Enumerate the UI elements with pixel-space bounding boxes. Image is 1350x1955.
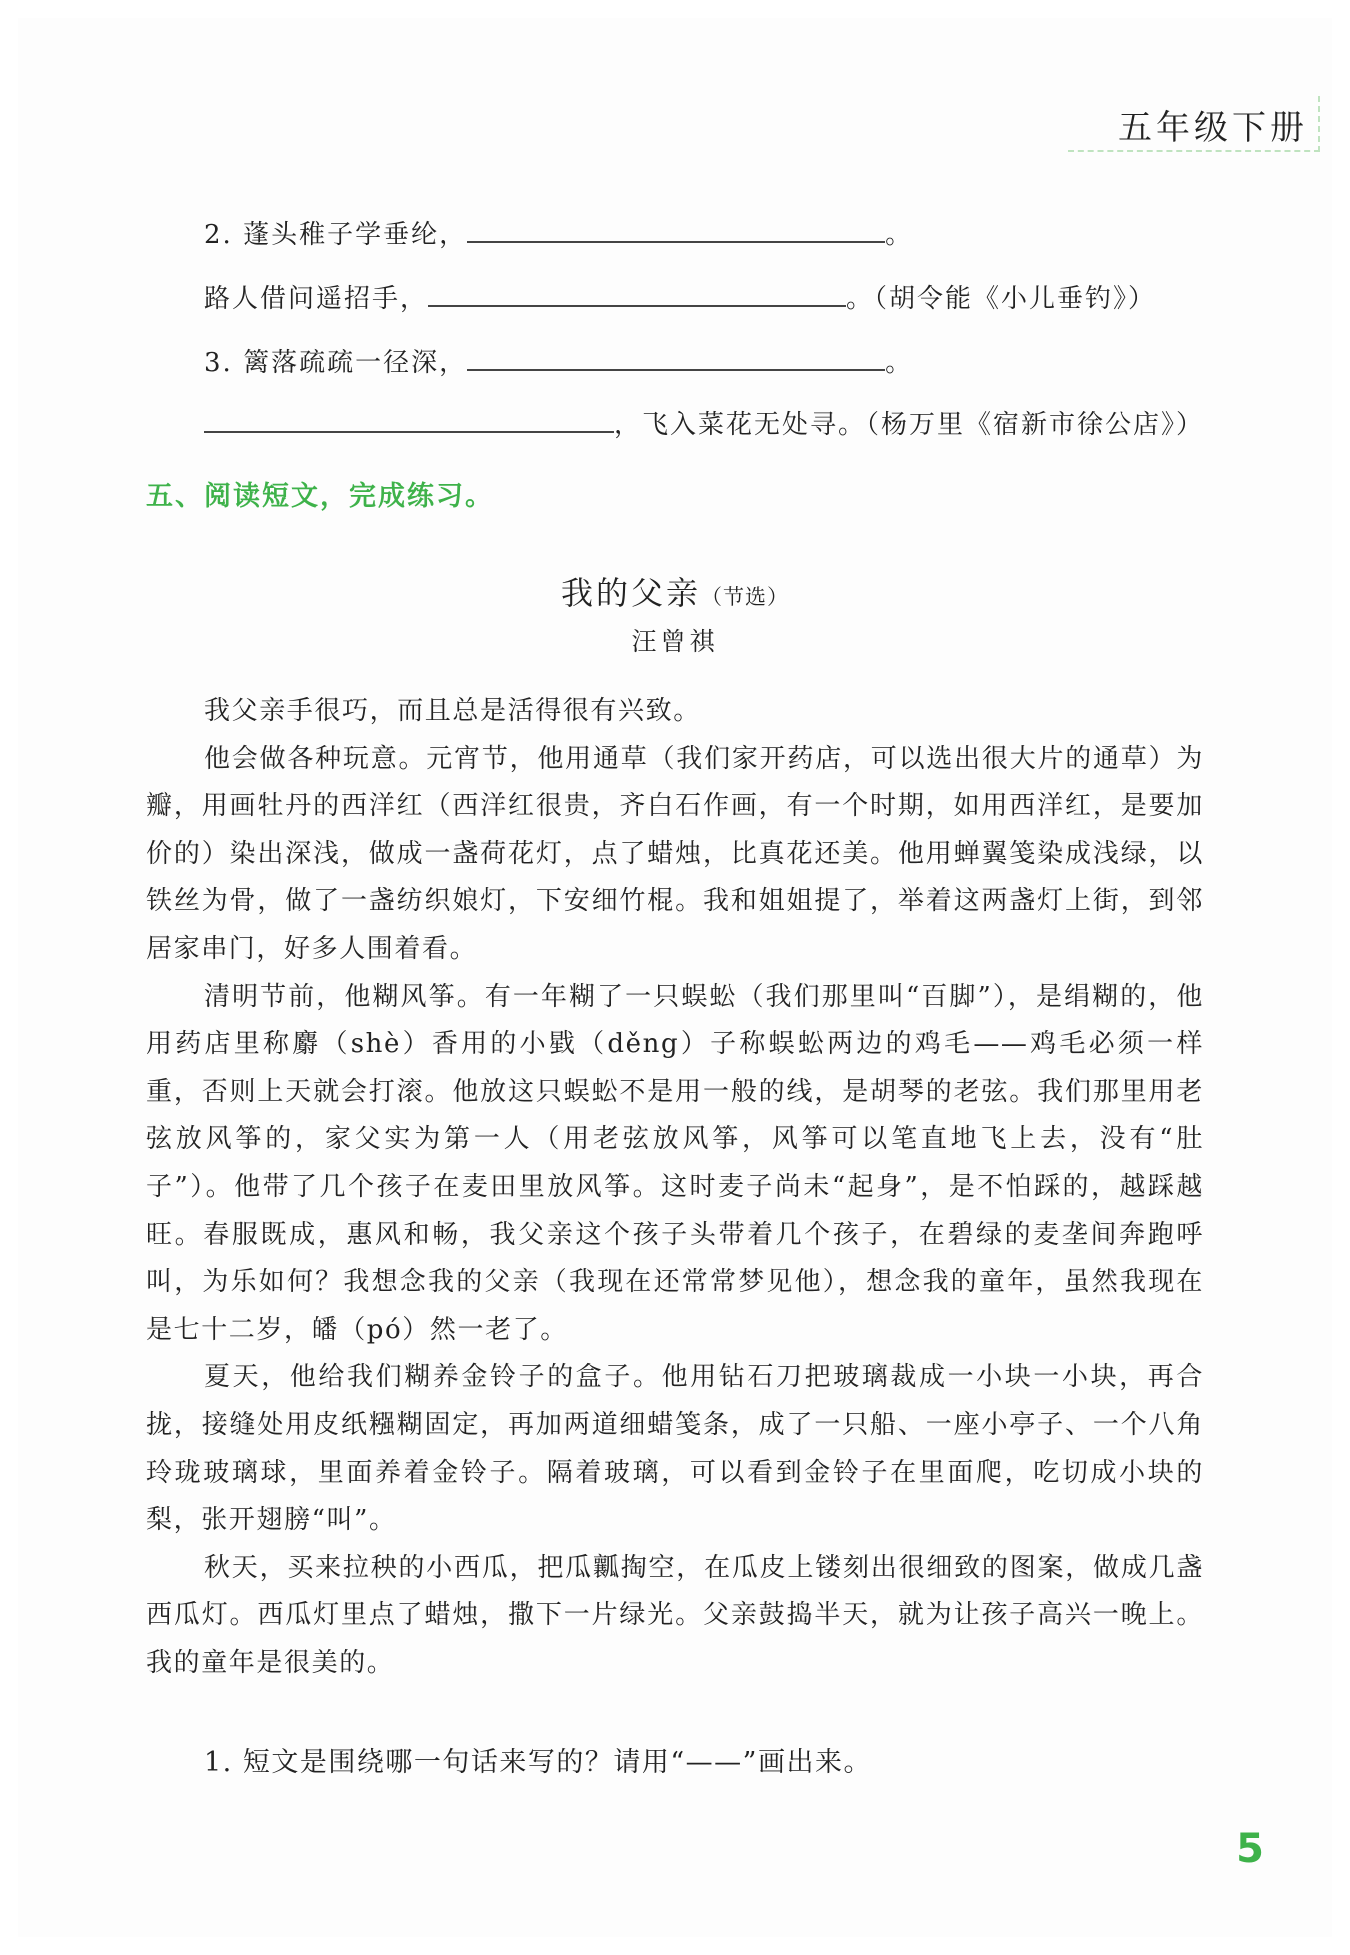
answer-blank[interactable] — [204, 407, 614, 433]
question-1: 1. 短文是围绕哪一句话来写的？请用“——”画出来。 — [204, 1747, 872, 1778]
poem-3-line-1-text: 3. 篱落疏疏一径深， — [204, 348, 468, 378]
poem-2-line-1 — [204, 214, 913, 251]
article-author: 汪曾祺 — [631, 627, 719, 656]
poem-2-line-1-end: 。 — [885, 220, 914, 250]
page-number: 5 — [1236, 1826, 1264, 1872]
article-body — [146, 688, 1204, 1687]
article-title — [0, 568, 1350, 614]
poem-2-line-2 — [204, 278, 1156, 315]
poem-2-line-1-text: 2. 蓬头稚子学垂纶， — [204, 220, 468, 250]
answer-blank[interactable] — [428, 281, 846, 307]
article-title-note: （节选） — [701, 585, 789, 609]
poem-2-line-2-source: 。（胡令能《小儿垂钓》） — [846, 284, 1157, 314]
poem-3-line-2-source: ，飞入菜花无处寻。（杨万里《宿新市徐公店》） — [614, 410, 1205, 440]
poem-3-line-1 — [204, 342, 913, 379]
section-title: 五、阅读短文，完成练习。 — [146, 481, 494, 512]
poem-2-line-2-text: 路人借问遥招手， — [204, 284, 429, 314]
poem-3-line-2 — [204, 404, 1204, 441]
article-paragraph: 清明节前，他糊风筝。有一年糊了一只蜈蚣（我们那里叫“百脚”），是绢糊的，他用药店里称麝（shè）香用的小戥（děng）子称蜈蚣两边的鸡毛——鸡毛必须一样重，否则上天就会打滚。他放这只蜈蚣不是用一般的线，是胡琴的老弦。我们那里用老弦放风筝的，家父实为第一人（用老弦放风筝，风筝可以笔直地飞上去，没有“肚子”）。他带了几个孩子在麦田里放风筝。这时麦子尚未“起身”，是不怕踩的，越踩越旺。春服既成，惠风和畅，我父亲这个孩子头带着几个孩子，在碧绿的麦垄间奔跑呼叫，为乐如何？我想念我的父亲（我现在还常常梦见他），想念我的童年，虽然我现在是七十二岁，皤（pó）然一老了。 — [146, 981, 1204, 1345]
article-title-text: 我的父亲 — [560, 574, 701, 612]
answer-blank[interactable] — [467, 345, 885, 371]
poem-3-line-1-end: 。 — [885, 348, 914, 378]
article-paragraph: 他会做各种玩意。元宵节，他用通草（我们家开药店，可以选出很大片的通草）为瓣，用画牡丹的西洋红（西洋红很贵，齐白石作画，有一个时期，如用西洋红，是要加价的）染出深浅，做成一盏荷花灯，点了蜡烛，比真花还美。他用蝉翼笺染成浅绿，以铁丝为骨，做了一盏纺织娘灯，下安细竹棍。我和姐姐提了，举着这两盏灯上街，到邻居家串门，好多人围着看。 — [146, 743, 1204, 964]
grade-label: 五年级下册 — [1118, 108, 1308, 148]
answer-blank[interactable] — [467, 217, 885, 243]
article-paragraph: 夏天，他给我们糊养金铃子的盒子。他用钻石刀把玻璃裁成一小块一小块，再合拢，接缝处用皮纸糨糊固定，再加两道细蜡笺条，成了一只船、一座小亭子、一个八角玲珑玻璃球，里面养着金铃子。隔着玻璃，可以看到金铃子在里面爬，吃切成小块的梨，张开翅膀“叫”。 — [146, 1362, 1204, 1536]
article-paragraph: 我父亲手很巧，而且总是活得很有兴致。 — [204, 696, 701, 726]
article-paragraph: 秋天，买来拉秧的小西瓜，把瓜瓤掏空，在瓜皮上镂刻出很细致的图案，做成几盏西瓜灯。西瓜灯里点了蜡烛，撒下一片绿光。父亲鼓捣半天，就为让孩子高兴一晚上。我的童年是很美的。 — [146, 1552, 1204, 1678]
